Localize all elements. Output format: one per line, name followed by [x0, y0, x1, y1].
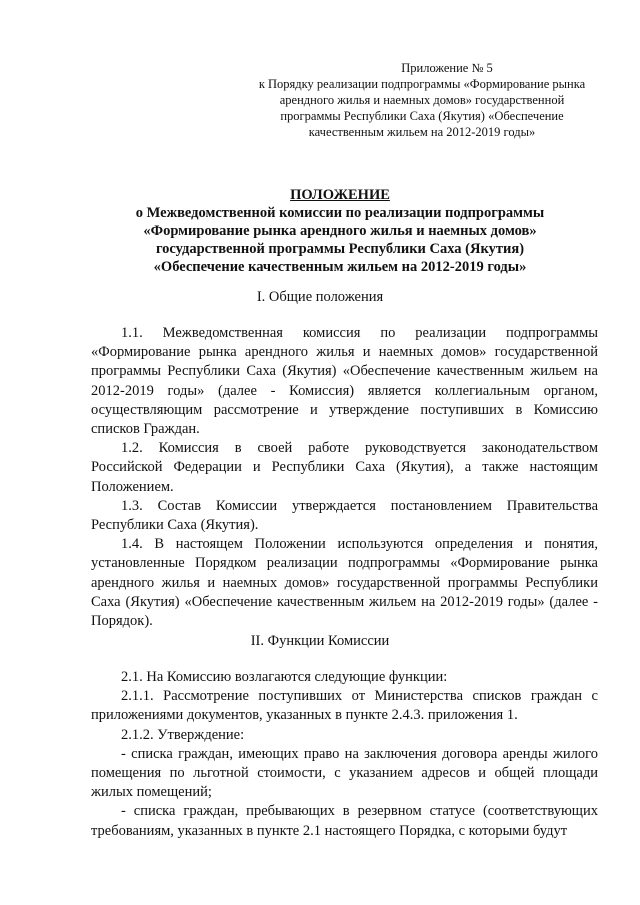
paragraph: 2.1. На Комиссию возлагаются следующие функции:: [121, 669, 448, 685]
annex-line: качественным жильем на 2012-2019 годы»: [308, 125, 536, 139]
annex-line: арендного жилья и наемных домов» государственной: [279, 93, 565, 107]
annex-line: программы Республики Саха (Якутия) «Обеспечение: [280, 109, 564, 123]
paragraph: - списка граждан, пребывающих в резервном статусе (соответствующих требованиям, указанных в пункте 2.1 настоящего Порядка, с которыми будут: [91, 803, 598, 839]
document-subtitle-line: о Межведомственной комиссии по реализации подпрограммы: [135, 205, 545, 221]
section-heading-general: I. Общие положения: [256, 289, 384, 305]
document-subtitle-line: государственной программы Республики Саха (Якутия): [155, 241, 525, 257]
section-heading-functions: II. Функции Комиссии: [250, 633, 390, 649]
paragraph: 2.1.2. Утверждение:: [121, 726, 245, 743]
paragraph: 1.2. Комиссия в своей работе руководствуется законодательством Российской Федерации и Республики Саха (Якутия), а также настоящим Положением.: [91, 440, 598, 495]
paragraph: 2.1.1. Рассмотрение поступивших от Министерства списков граждан с приложениями документов, указанных в пункте 2.4.3. приложения 1.: [91, 688, 598, 724]
paragraph: 1.1. Межведомственная комиссия по реализации подпрограммы «Формирование рынка арендного жилья и наемных домов» государственной программы Республики Саха (Якутия) «Обеспечение качественным жильем на 2012-2019 годы» (далее - Комиссия) является коллегиальным органом, осуществляющим рассмотрение и утверждение поступивших в Комиссию списков Граждан.: [91, 325, 598, 438]
paragraph: 1.3. Состав Комиссии утверждается постановлением Правительства Республики Саха (Якутия).: [91, 497, 598, 534]
document-title: ПОЛОЖЕНИЕ: [290, 187, 390, 203]
annex-header: [236, 60, 608, 140]
paragraph: 1.4. В настоящем Положении используются определения и понятия, установленные Порядком реализации подпрограммы «Формирование рынка арендного жилья и наемных домов» государственной программы Республики Саха (Якутия) «Обеспечение качественным жильем на 2012-2019 годы» (далее - Порядок).: [91, 536, 598, 630]
section-functions-body: [91, 668, 598, 841]
section-general-body: [91, 324, 598, 631]
annex-line: к Порядку реализации подпрограммы «Формирование рынка: [258, 77, 586, 91]
annex-title: Приложение № 5: [401, 61, 493, 75]
document-title-block: [40, 186, 640, 276]
document-subtitle-line: «Обеспечение качественным жильем на 2012-2019 годы»: [153, 259, 527, 275]
paragraph: - списка граждан, имеющих право на заключения договора аренды жилого помещения по льготной стоимости, с указанием адресов и общей площади жилых помещений;: [91, 745, 598, 801]
document-subtitle-line: «Формирование рынка арендного жилья и наемных домов»: [143, 223, 537, 239]
